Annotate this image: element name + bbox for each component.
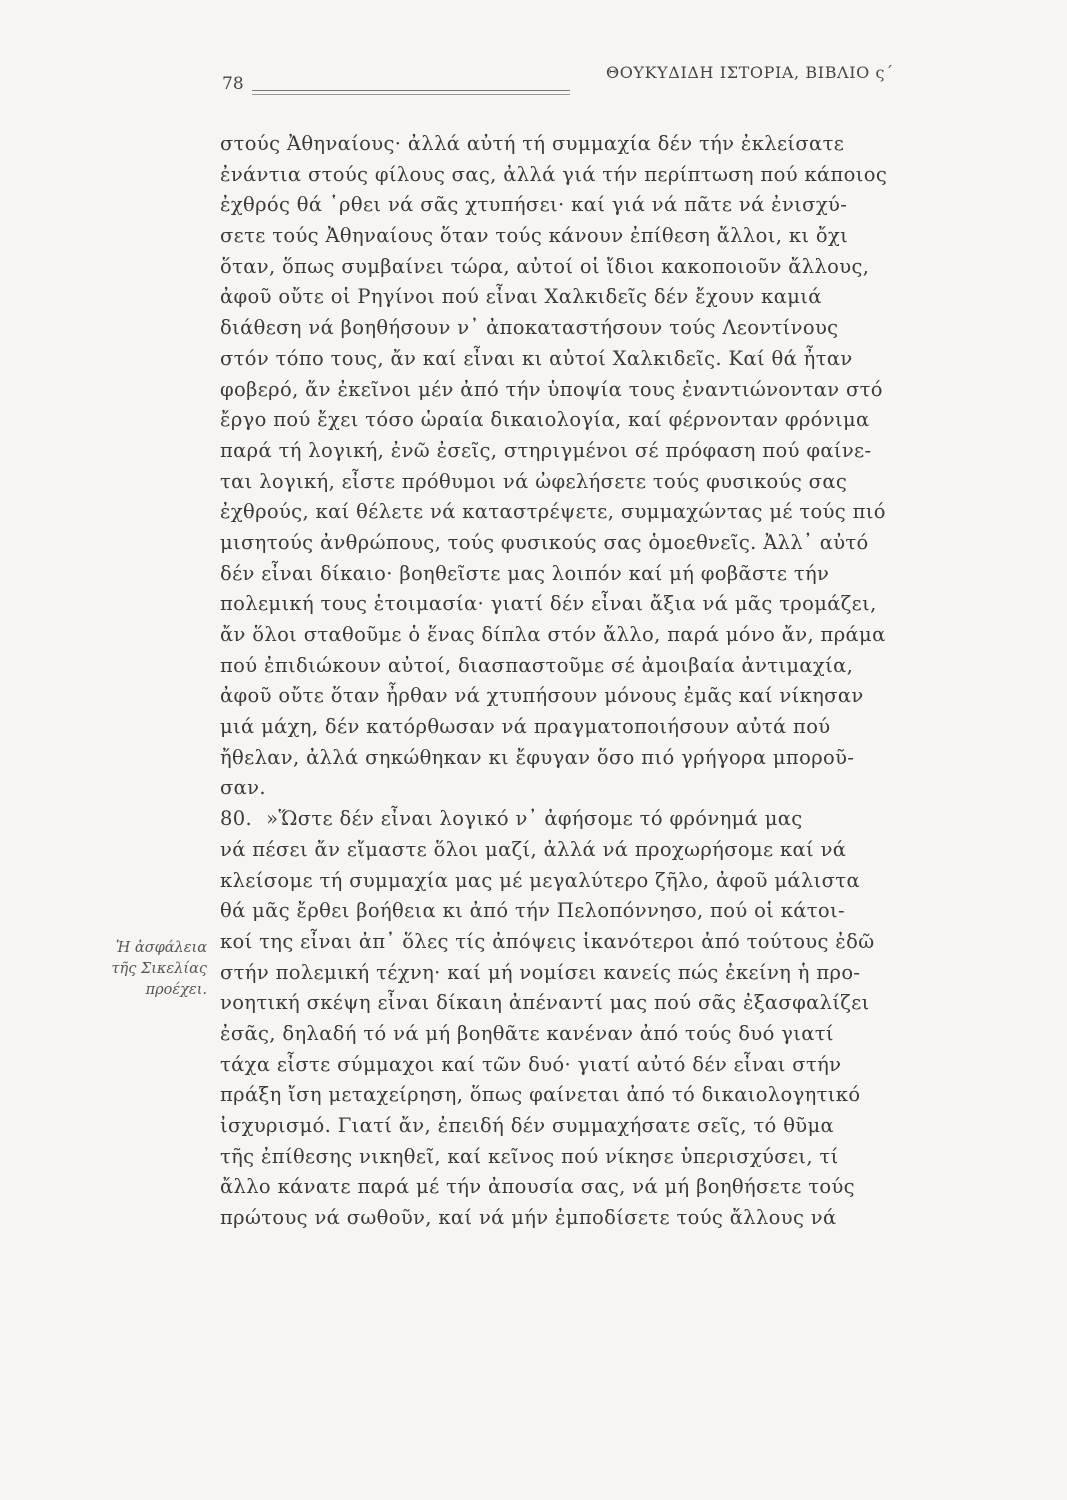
text-line: ἀφοῦ οὔτε ὅταν ἦρθαν νά χτυπήσουν μόνους ἐμᾶς καί νίκησαν: [220, 684, 864, 708]
text-line: στόν τόπο τους, ἄν καί εἶναι κι αὐτοί Χαλκιδεῖς. Καί θά ἦταν: [220, 346, 853, 370]
text-line: μισητούς ἀνθρώπους, τούς φυσικούς σας ὁμοεθνεῖς. Ἀλλ᾿ αὐτό: [220, 530, 869, 554]
text-line: τῆς ἐπίθεσης νικηθεῖ, καί κεῖνος πού νίκησε ὑπερισχύσει, τί: [220, 1144, 839, 1168]
margin-note-line: Ἡ ἀσφάλεια: [115, 940, 207, 956]
text-line: νά πέσει ἄν εἴμαστε ὅλοι μαζί, ἀλλά νά προχωρήσομε καί νά: [220, 837, 847, 861]
text-line: ἐνάντια στούς φίλους σας, ἀλλά γιά τήν περίπτωση πού κάποιος: [220, 162, 888, 186]
paragraph-80-first-line: [220, 804, 1020, 835]
text-line: μιά μάχη, δέν κατόρθωσαν νά πραγματοποιήσουν αὐτά πού: [220, 715, 831, 739]
margin-note: [42, 938, 207, 1001]
text-line: σαν.: [220, 776, 266, 800]
text-line: πού ἐπιδιώκουν αὐτοί, διασπαστοῦμε σέ ἀμοιβαία ἀντιμαχία,: [220, 653, 854, 677]
header-rule-secondary: [252, 94, 570, 95]
text-line: ἄν ὅλοι σταθοῦμε ὁ ἕνας δίπλα στόν ἄλλο, παρά μόνο ἄν, πράμα: [220, 623, 886, 646]
body-text: [220, 129, 1020, 1234]
text-line: πράξη ἴση μεταχείρηση, ὅπως φαίνεται ἀπό τό δικαιολογητικό: [220, 1083, 861, 1107]
text-line: ἔργο πού ἔχει τόσο ὡραία δικαιολογία, καί φέρνονταν φρόνιμα: [220, 408, 870, 432]
text-line: ἄλλο κάνατε παρά μέ τήν ἀπουσία σας, νά μή βοηθήσετε τούς: [220, 1175, 855, 1199]
text-line: ἰσχυρισμό. Γιατί ἄν, ἐπειδή δέν συμμαχήσατε σεῖς, τό θῦμα: [220, 1114, 835, 1137]
header-rule: [252, 90, 570, 91]
text-line: ται λογική, εἶστε πρόθυμοι νά ὠφελήσετε τούς φυσικούς σας: [220, 469, 848, 493]
page-number: 78: [222, 74, 244, 94]
margin-note-line: τῆς Σικελίας: [111, 961, 207, 977]
text-line: σετε τούς Ἀθηναίους ὅταν τούς κάνουν ἐπίθεση ἄλλοι, κι ὄχι: [220, 224, 849, 248]
text-line: ἐχθρούς, καί θέλετε νά καταστρέψετε, συμμαχώντας μέ τούς πιό: [220, 500, 886, 524]
paragraph-number: 80.: [220, 807, 253, 831]
text-line: στήν πολεμική τέχνη· καί μή νομίσει κανείς πώς ἐκείνη ἡ προ-: [220, 960, 861, 984]
text-line: πρώτους νά σωθοῦν, καί νά μήν ἐμποδίσετε τούς ἄλλους νά: [220, 1206, 837, 1230]
text-line: ὅταν, ὅπως συμβαίνει τώρα, αὐτοί οἱ ἴδιοι κακοποιοῦν ἄλλους,: [220, 254, 870, 278]
text-line: ἐχθρός θά ῾ρθει νά σᾶς χτυπήσει· καί γιά νά πᾶτε νά ἐνισχύ-: [220, 193, 848, 217]
text-line: ἐσᾶς, δηλαδή τό νά μή βοηθᾶτε κανέναν ἀπό τούς δυό γιατί: [220, 1021, 834, 1045]
text-line: »Ὥστε δέν εἶναι λογικό ν᾿ ἀφήσομε τό φρόνημά μας: [266, 807, 803, 831]
text-line: ἤθελαν, ἀλλά σηκώθηκαν κι ἔφυγαν ὅσο πιό γρήγορα μποροῦ-: [220, 745, 855, 769]
text-line: στούς Ἀθηναίους· ἀλλά αὐτή τή συμμαχία δέν τήν ἐκλείσατε: [220, 132, 845, 155]
text-line: πολεμική τους ἑτοιμασία· γιατί δέν εἶναι ἄξια νά μᾶς τρομάζει,: [220, 592, 877, 616]
text-line: διάθεση νά βοηθήσουν ν᾿ ἀποκαταστήσουν τούς Λεοντίνους: [220, 316, 839, 340]
page-header: [222, 60, 1022, 100]
text-line: δέν εἶναι δίκαιο· βοηθεῖστε μας λοιπόν καί μή φοβᾶστε τήν: [220, 561, 830, 585]
text-line: κοί της εἶναι ἀπ᾿ ὅλες τίς ἀπόψεις ἱκανότεροι ἀπό τούτους ἐδῶ: [220, 929, 875, 953]
text-line: παρά τή λογική, ἐνῶ ἐσεῖς, στηριγμένοι σέ πρόφαση πού φαίνε-: [220, 438, 872, 462]
text-line: τάχα εἶστε σύμμαχοι καί τῶν δυό· γιατί αὐτό δέν εἶναι στήν: [220, 1052, 842, 1076]
text-line: ἀφοῦ οὔτε οἱ Ρηγίνοι πού εἶναι Χαλκιδεῖς δέν ἔχουν καμιά: [220, 285, 822, 309]
text-line: θά μᾶς ἔρθει βοήθεια κι ἀπό τήν Πελοπόννησο, πού οἱ κάτοι-: [220, 899, 845, 923]
margin-note-line: προέχει.: [145, 982, 207, 998]
text-line: νοητική σκέψη εἶναι δίκαιη ἀπέναντί μας πού σᾶς ἐξασφαλίζει: [220, 991, 870, 1015]
running-title: ΘΟΥΚΥΔΙΔΗ ΙΣΤΟΡΙΑ, ΒΙΒΛΙΟ ς΄: [606, 63, 894, 82]
text-line: φοβερό, ἄν ἐκεῖνοι μέν ἀπό τήν ὑποψία τους ἐναντιώνονταν στό: [220, 377, 883, 401]
text-line: κλείσομε τή συμμαχία μας μέ μεγαλύτερο ζῆλο, ἀφοῦ μάλιστα: [220, 868, 860, 892]
